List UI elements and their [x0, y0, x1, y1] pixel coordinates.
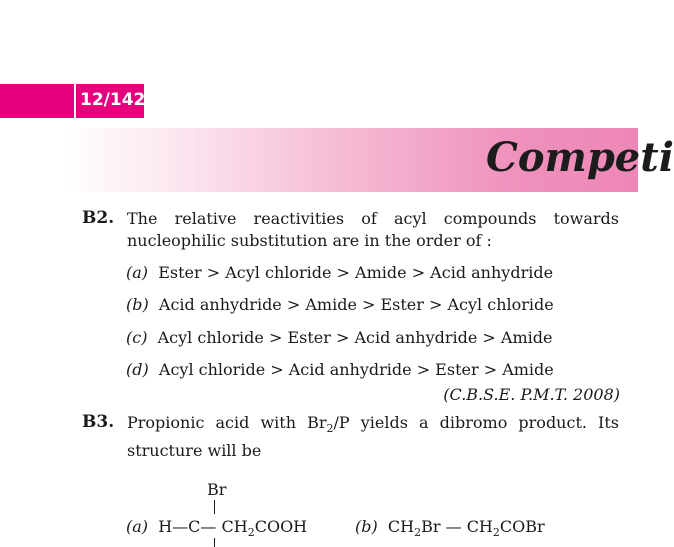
chapter-banner	[62, 128, 674, 192]
tab-divider	[74, 84, 76, 118]
question-b2-option-d	[126, 360, 554, 379]
page-number-tab	[0, 84, 144, 118]
question-b2-option-b	[126, 295, 554, 314]
option-text: Acyl chloride > Ester > Acid anhydride > Amide	[157, 328, 553, 347]
formula-option-a: (a) H—C— $CH_2COOH$	[126, 517, 308, 539]
option-letter: (b)	[355, 517, 378, 536]
question-b3-text: Propionic acid with $Br_2/P$ yields a dibromo product. Its structure will be	[127, 413, 620, 460]
formula-a-bond-bottom	[214, 538, 215, 547]
option-letter: (c)	[126, 328, 148, 347]
formula-option-b: (b) $CH_2Br$ — $CH_2COBr$	[355, 517, 545, 539]
page-number: 12/142	[80, 90, 146, 110]
question-b2-option-a	[126, 263, 553, 282]
question-b2-text: The relative reactivities of acyl compounds towards nucleophilic substitution are in the order of :	[127, 209, 619, 250]
question-b2-option-c	[126, 328, 552, 347]
option-text: Acyl chloride > Acid anhydride > Ester > Amide	[158, 360, 554, 379]
option-letter: (b)	[126, 295, 149, 314]
option-letter: (a)	[126, 263, 149, 282]
question-b2-source: (C.B.S.E. P.M.T. 2008)	[443, 385, 620, 404]
option-letter: (a)	[126, 517, 149, 536]
banner-title: Competi	[486, 134, 674, 181]
question-b2-label: B2.	[82, 208, 115, 228]
formula-a-bromine: Br	[207, 480, 227, 499]
question-b3-label: B3.	[82, 412, 115, 432]
option-letter: (d)	[126, 360, 149, 379]
option-text: Acid anhydride > Amide > Ester > Acyl chloride	[158, 295, 554, 314]
formula-a-bond-top	[214, 500, 215, 514]
option-text: Ester > Acyl chloride > Amide > Acid anhydride	[158, 263, 554, 282]
